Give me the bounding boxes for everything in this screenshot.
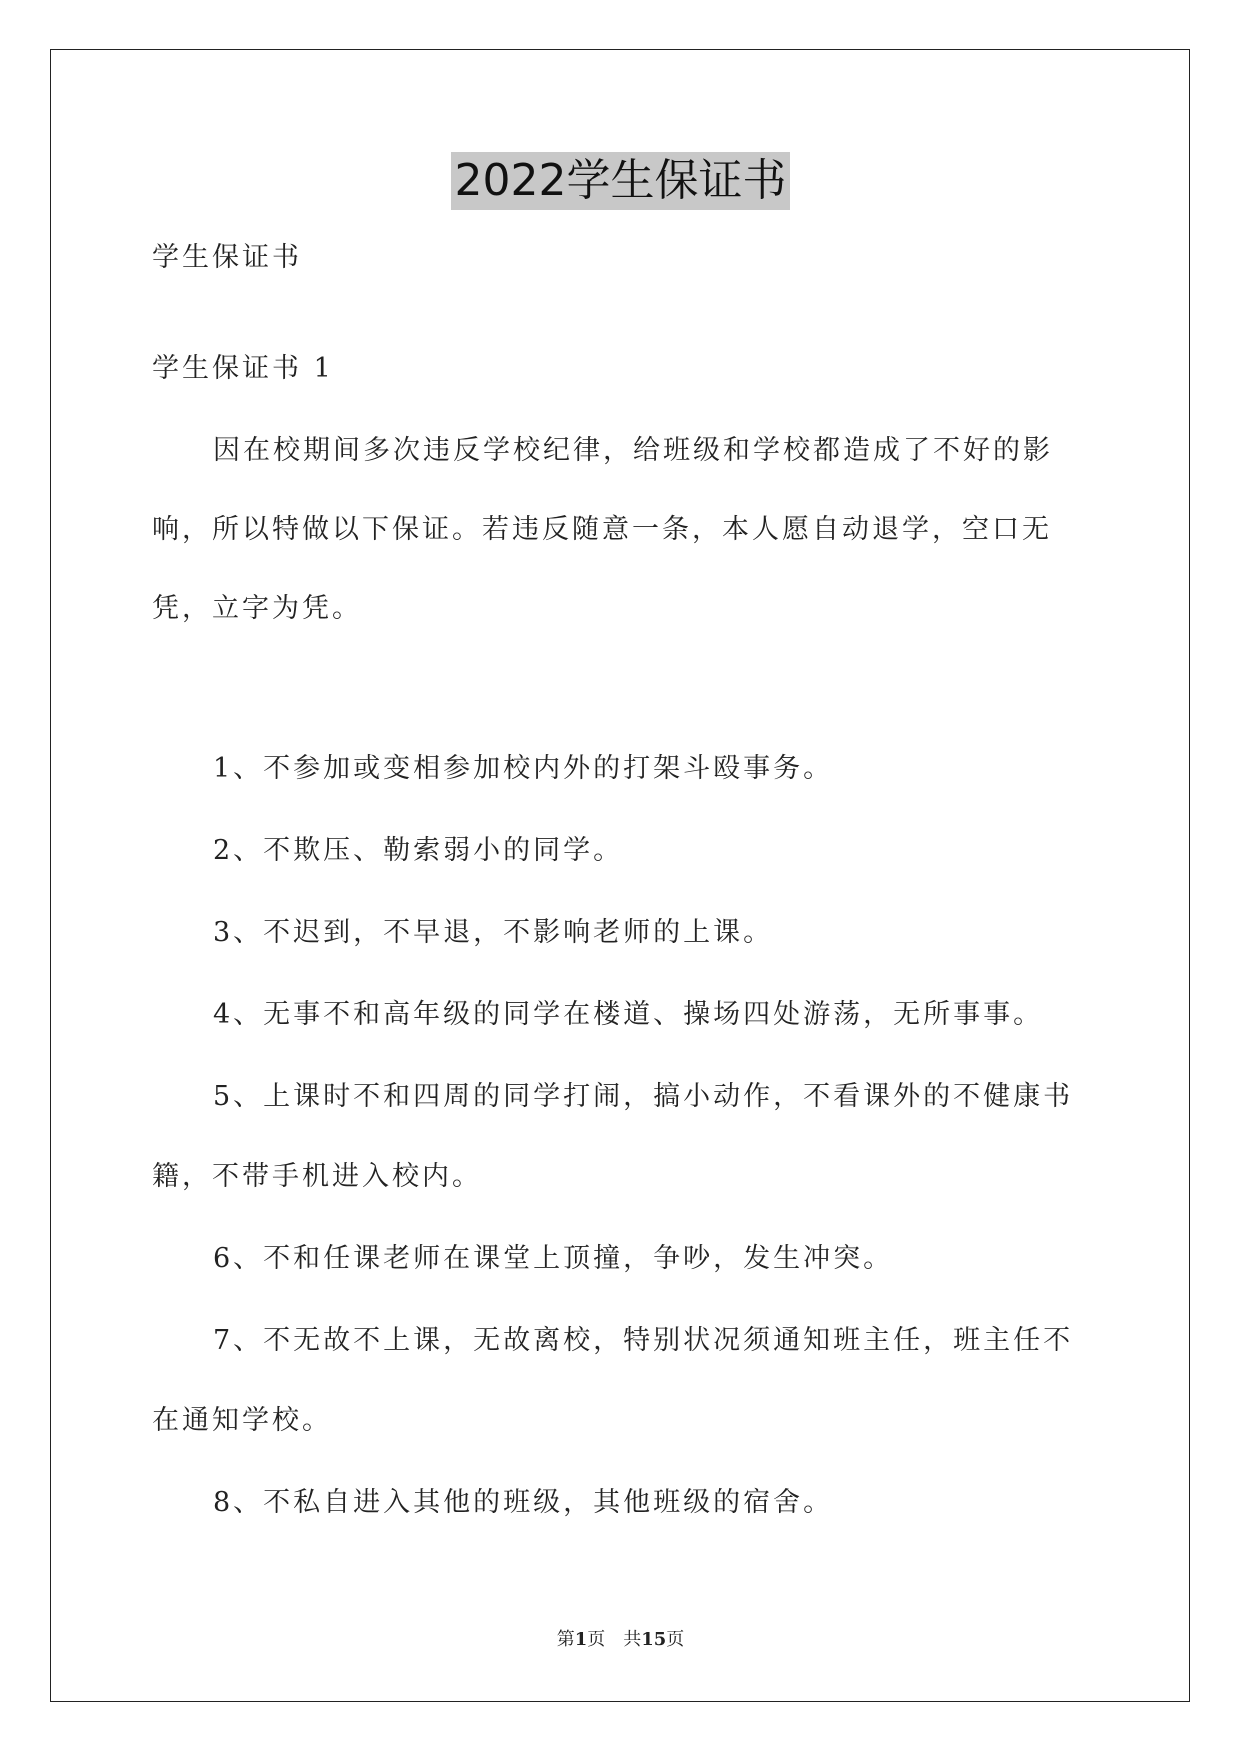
paragraph-line: 响，所以特做以下保证。若违反随意一条，本人愿自动退学，空口无 bbox=[152, 514, 1052, 545]
page-suffix: 页 bbox=[666, 1629, 685, 1650]
list-item: 1、不参加或变相参加校内外的打架斗殴事务。 bbox=[213, 753, 834, 784]
list-item: 4、无事不和高年级的同学在楼道、操场四处游荡，无所事事。 bbox=[213, 999, 1044, 1030]
page-total: 15 bbox=[641, 1629, 667, 1650]
list-item: 2、不欺压、勒索弱小的同学。 bbox=[213, 835, 624, 866]
title-container bbox=[0, 152, 1241, 210]
page-prefix: 第 bbox=[556, 1629, 575, 1650]
list-item: 6、不和任课老师在课堂上顶撞，争吵，发生冲突。 bbox=[213, 1243, 894, 1274]
page-footer bbox=[0, 1625, 1241, 1651]
document-subtitle: 学生保证书 bbox=[152, 242, 302, 273]
list-item: 3、不迟到，不早退，不影响老师的上课。 bbox=[213, 917, 774, 948]
list-item-continuation: 籍，不带手机进入校内。 bbox=[152, 1161, 482, 1192]
list-item: 8、不私自进入其他的班级，其他班级的宿舍。 bbox=[213, 1487, 834, 1518]
paragraph-line: 凭，立字为凭。 bbox=[152, 593, 362, 624]
page-current: 1 bbox=[574, 1629, 588, 1650]
section-heading: 学生保证书 1 bbox=[152, 353, 334, 384]
document-title: 2022学生保证书 bbox=[451, 152, 791, 210]
list-item: 5、上课时不和四周的同学打闹，搞小动作，不看课外的不健康书 bbox=[213, 1081, 1074, 1112]
page-border bbox=[50, 49, 1190, 1702]
paragraph-line: 因在校期间多次违反学校纪律，给班级和学校都造成了不好的影 bbox=[213, 435, 1053, 466]
page-mid: 页 共 bbox=[587, 1629, 642, 1650]
list-item: 7、不无故不上课，无故离校，特别状况须通知班主任，班主任不 bbox=[213, 1325, 1074, 1356]
list-item-continuation: 在通知学校。 bbox=[152, 1405, 332, 1436]
